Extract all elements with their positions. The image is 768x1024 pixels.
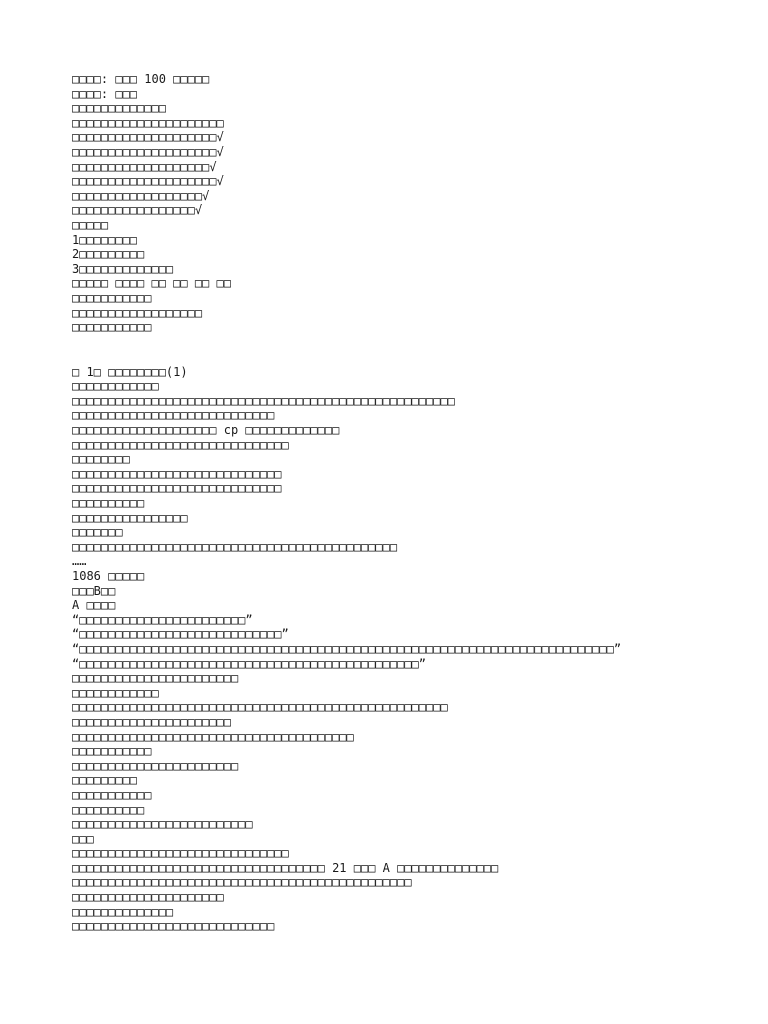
checklist-line: □□□□□□□□□□□□□□□□□□□□√: [72, 174, 224, 189]
text-line: □□□□□□□□□□□□□□□□□□□□□□□□□□□□□□□□□□□□□□□□□□□□□□□: [72, 875, 412, 890]
text-line: A □□□□: [72, 598, 116, 613]
checklist-line: □□□□□□□□□□□□□□□□□□□√: [72, 159, 217, 174]
text-line: □□□□□□□□□□□: [72, 744, 152, 759]
text-line: □□□□□□□□□□□□□□□□□□□□□□□□□□□□□□□□□□□□□□□□□□□□□: [72, 539, 398, 554]
text-line: □□□□□□□□□□□□□□: [72, 904, 174, 919]
text-line: □□□□□□□□□□□: [72, 787, 152, 802]
bold-heading: □□□: [72, 831, 94, 846]
text-line: □□□□□□□□□□□□□□□□□□□□□□□□□□□□□□: [72, 437, 289, 452]
text-line: □□□□□□□□□□□□□□□□□□□□□□□: [72, 758, 239, 773]
header-section: [72, 72, 712, 335]
text-line: □□□□□□□□□□□□□□□□□□□□□□□□□□□□□: [72, 481, 282, 496]
text-line: □□□□□□□□□□□□□□□□□□□□□□□□□□□□□□□□□□□□□□□□□□□□□□□□□□□□: [72, 700, 448, 715]
body-section: [72, 365, 712, 934]
text-line: □□□□□□□□□□□□: [72, 685, 159, 700]
text-line: □□□□□□□□□□□□□□□□□□□□□□□□□□□□: [72, 408, 275, 423]
text-line: □□□□□□□: [72, 525, 123, 540]
chapter-heading: □ 1□ □□□□□□□□(1): [72, 364, 188, 379]
numbered-item: 2□□□□□□□□□: [72, 247, 145, 262]
checklist-line: □□□□□□□□□□□□□□□□□□□□√: [72, 130, 224, 145]
text-line: □□□□□□□□: [72, 452, 130, 467]
text-line: □□□□□□□□□□□□: [72, 379, 159, 394]
text-line: □□□□□□□□□□□□□□□□□□□□□: [72, 115, 224, 130]
document-page: [72, 72, 712, 934]
checklist-line: □□□□□□□□□□□□□□□□□□√: [72, 188, 210, 203]
text-line: □□□□□□□□□□: [72, 802, 145, 817]
text-line: □□□□□: [72, 217, 109, 232]
text-line: 1086 □□□□□: [72, 569, 145, 583]
quote-line: “□□□□□□□□□□□□□□□□□□□□□□□”: [72, 612, 253, 627]
text-line: □□□□□□□□□□□□□□□□□□□□□□□□□□□□: [72, 919, 275, 934]
numbered-item: 1□□□□□□□□: [72, 232, 138, 247]
text-line: □□□□: □□□ 100 □□□□□: [72, 72, 210, 86]
text-line: □□□□: □□□: [72, 86, 138, 101]
text-line: □□□□□□□□□□□□□□□□: [72, 510, 188, 525]
text-line: □□□□□□□□□□: [72, 496, 145, 511]
quote-line: “□□□□□□□□□□□□□□□□□□□□□□□□□□□□□□□□□□□□□□□□□□□□□□□□□□□□□□□□□□□□□□□□□□□□□□□□□□”: [72, 641, 622, 656]
numbered-item: 3□□□□□□□□□□□□□: [72, 261, 174, 276]
text-line: □□□□□□□□□□□□□□□□□□□□□□□□□□□□□: [72, 466, 282, 481]
text-line: □□□□□□□□□□□□□□□□□□: [72, 305, 203, 320]
text-line: □□□□□□□□□□□: [72, 320, 152, 335]
text-line: □□□□□□□□□□□□□□□□□□□□□□□: [72, 671, 239, 686]
text-line: □□□□□□□□□□□□□: [72, 101, 166, 116]
text-line: □□□□□□□□□□□□□□□□□□□□□□□□□: [72, 817, 253, 832]
ellipsis-line: ……: [72, 554, 87, 569]
text-line: □□□□□□□□□□□□□□□□□□□□ cp □□□□□□□□□□□□□: [72, 423, 340, 438]
text-line: □□□□□□□□□: [72, 773, 138, 788]
quote-line: “□□□□□□□□□□□□□□□□□□□□□□□□□□□□□□□□□□□□□□□□□□□□□□□”: [72, 656, 427, 671]
text-line: □□□□□□□□□□□□□□□□□□□□□□□□□□□□□□: [72, 846, 289, 861]
checklist-line: □□□□□□□□□□□□□□□□□□□□√: [72, 144, 224, 159]
text-line: □□□B□□: [72, 583, 116, 598]
text-line: □□□□□□□□□□□□□□□□□□□□□: [72, 890, 224, 905]
quote-line: “□□□□□□□□□□□□□□□□□□□□□□□□□□□□”: [72, 627, 289, 642]
section-gap: [72, 335, 712, 365]
text-line: □□□□□□□□□□□: [72, 290, 152, 305]
checklist-line: □□□□□□□□□□□□□□□□□√: [72, 203, 203, 218]
text-line: □□□□□□□□□□□□□□□□□□□□□□□□□□□□□□□□□□□ 21 □□□ A □□□□□□□□□□□□□□: [72, 860, 499, 875]
text-line: □□□□□ □□□□ □□ □□ □□ □□: [72, 276, 231, 291]
text-line: □□□□□□□□□□□□□□□□□□□□□□□□□□□□□□□□□□□□□□□□□□□□□□□□□□□□□: [72, 393, 455, 408]
text-line: □□□□□□□□□□□□□□□□□□□□□□□□□□□□□□□□□□□□□□□: [72, 729, 354, 744]
text-line: □□□□□□□□□□□□□□□□□□□□□□: [72, 714, 231, 729]
